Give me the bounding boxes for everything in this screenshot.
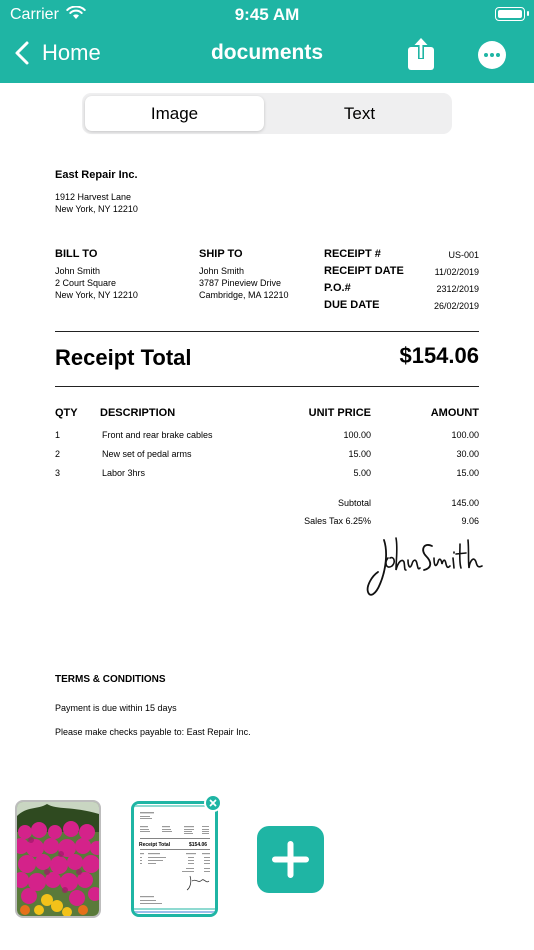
sales-tax-label: Sales Tax 6.25% [304, 516, 371, 526]
due-date-label: DUE DATE [324, 299, 380, 311]
receipt-number-value: US-001 [448, 250, 479, 260]
status-time: 9:45 AM [234, 5, 300, 24]
more-options-button[interactable] [478, 41, 506, 69]
column-unit-price-header: UNIT PRICE [308, 407, 371, 419]
bill-to-line: New York, NY 12210 [55, 290, 138, 300]
ship-to-line: John Smith [199, 266, 245, 276]
column-qty-header: QTY [55, 407, 78, 419]
bill-to-heading: BILL TO [55, 248, 98, 260]
carrier-label: Carrier [10, 6, 59, 23]
item-qty: 2 [55, 449, 61, 459]
subtotal-label: Subtotal [337, 498, 371, 508]
terms-heading: TERMS & CONDITIONS [55, 674, 166, 685]
po-number-value: 2312/2019 [436, 284, 479, 294]
column-description-header: DESCRIPTION [100, 407, 176, 419]
add-page-button[interactable] [257, 826, 324, 893]
item-description: Labor 3hrs [102, 468, 146, 478]
item-amount: 15.00 [456, 468, 479, 478]
item-qty: 3 [55, 468, 61, 478]
ship-to-heading: SHIP TO [199, 248, 243, 260]
plus-icon [257, 826, 324, 893]
share-icon[interactable] [407, 37, 435, 71]
item-amount: 30.00 [456, 449, 479, 459]
photo-thumbnail[interactable] [15, 800, 101, 918]
mini-receipt-total-value: $154.06 [189, 842, 208, 848]
segment-text[interactable]: Text [343, 104, 376, 123]
column-amount-header: AMOUNT [430, 407, 479, 419]
company-name: East Repair Inc. [55, 169, 138, 181]
item-description: Front and rear brake cables [102, 430, 213, 440]
segment-image[interactable]: Image [85, 96, 264, 131]
item-unit-price: 100.00 [343, 430, 371, 440]
company-address-line: New York, NY 12210 [55, 204, 138, 214]
page-title: documents [210, 41, 323, 64]
divider [55, 331, 479, 332]
mini-receipt-total-label: Receipt Total [139, 842, 171, 848]
company-address-line: 1912 Harvest Lane [55, 192, 132, 202]
flower-photo-image [17, 802, 99, 916]
remove-page-button[interactable] [204, 794, 222, 812]
due-date-value: 26/02/2019 [433, 301, 479, 311]
item-unit-price: 5.00 [353, 468, 371, 478]
status-bar [0, 0, 534, 28]
receipt-date-label: RECEIPT DATE [324, 265, 404, 277]
signature-image [366, 532, 484, 602]
receipt-number-label: RECEIPT # [324, 248, 381, 260]
bill-to-line: John Smith [55, 266, 101, 276]
battery-icon [495, 7, 525, 21]
receipt-document [0, 150, 534, 770]
close-icon [206, 796, 220, 810]
po-number-label: P.O.# [324, 282, 351, 294]
item-amount: 100.00 [451, 430, 479, 440]
receipt-total-label: Receipt Total [55, 345, 192, 370]
sales-tax-value: 9.06 [461, 516, 479, 526]
receipt-date-value: 11/02/2019 [434, 267, 479, 277]
header-bar [0, 0, 534, 83]
divider [55, 386, 479, 387]
navigation-bar [0, 28, 534, 83]
view-mode-segmented-control [82, 93, 452, 134]
item-qty: 1 [55, 430, 61, 440]
back-button-label: Home [42, 40, 101, 65]
document-thumbnail[interactable] [131, 801, 218, 917]
receipt-total-value: $154.06 [399, 343, 479, 368]
item-description: New set of pedal arms [102, 449, 192, 459]
terms-line: Please make checks payable to: East Repair Inc. [55, 727, 251, 737]
terms-line: Payment is due within 15 days [55, 703, 177, 713]
bill-to-line: 2 Court Square [55, 278, 117, 288]
ship-to-line: Cambridge, MA 12210 [199, 290, 289, 300]
item-unit-price: 15.00 [348, 449, 371, 459]
receipt-preview-image [134, 804, 215, 914]
ship-to-line: 3787 Pineview Drive [199, 278, 282, 288]
subtotal-value: 145.00 [451, 498, 479, 508]
